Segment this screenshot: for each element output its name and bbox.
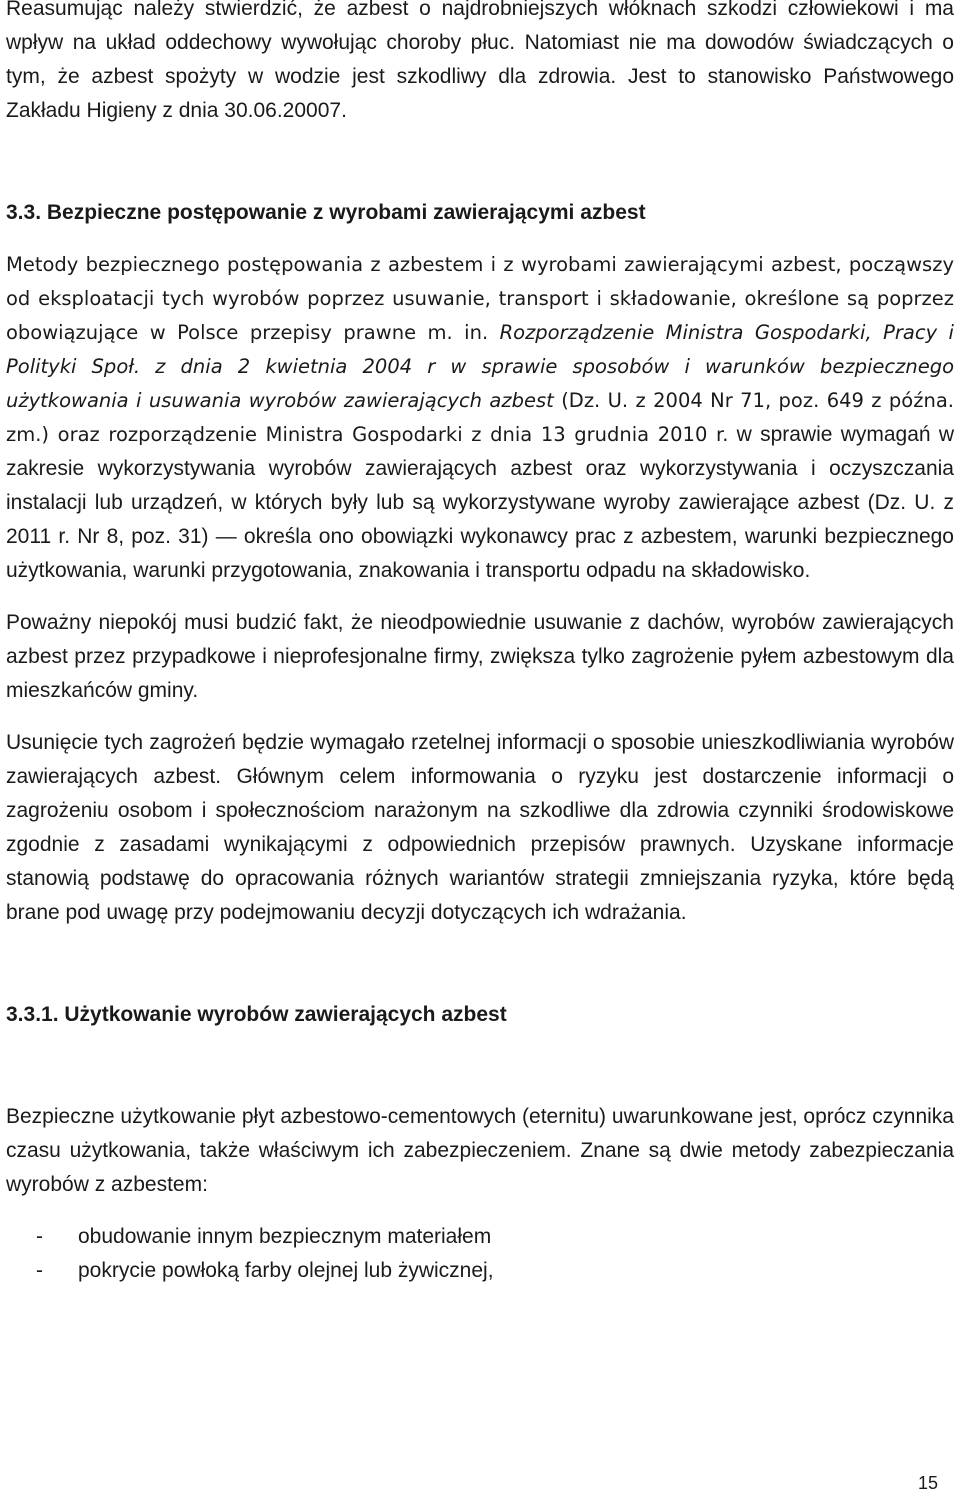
subsection-heading: 3.3.1. Użytkowanie wyrobów zawierających azbest — [6, 1003, 507, 1026]
methods-text: Metody bezpiecznego postępowania z azbestem i z wyrobami zawierającymi azbest, począwszy od eksploatacji tych wyrobów poprzez usuwanie, transport i składowanie, określone są poprzez obowiązujące w Polsce przepisy prawne m. in. — [6, 253, 954, 344]
methods-paragraph — [6, 248, 954, 588]
spacer — [6, 1032, 954, 1100]
list-dash: - — [36, 1259, 43, 1282]
intro-paragraph: Reasumując należy stwierdzić, że azbest o najdrobniejszych włóknach szkodzi człowiekowi i ma wpływ na układ oddechowy wywołując choroby płuc. Natomiast nie ma dowodów świadczących o tym, że azbest spożyty w wodzie jest szkodliwy dla zdrowia. Jest to stanowisko Państwowego Zakładu Higieny z dnia 30.06.20007. — [6, 0, 954, 122]
removal-paragraph: Usunięcie tych zagrożeń będzie wymagało rzetelnej informacji o sposobie unieszkodliwiania wyrobów zawierających azbest. Głównym celem informowania o ryzyku jest dostarczenie informacji o zagrożeniu osobom i społecznościom narażonym na szkodliwe dla zdrowia czynniki środowiskowe zgodnie z zasadami wynikającymi z odpowiednich przepisów prawnych. Uzyskane informacje stanowią podstawę do opracowania różnych wariantów strategii zmniejszania ryzyka, które będą brane pod uwagę przy podejmowaniu decyzji dotyczących ich wdrażania. — [6, 731, 954, 924]
page-number: 15 — [917, 1473, 938, 1493]
spacer — [6, 128, 954, 196]
concern-paragraph: Poważny niepokój musi budzić fakt, że nieodpowiednie usuwanie z dachów, wyrobów zawierających azbest przez przypadkowe i nieprofesjonalne firmy, zwiększa tylko zagrożenie pyłem azbestowym dla mieszkańców gminy. — [6, 611, 954, 702]
spacer — [6, 930, 954, 998]
regulation-title: Rozporządzenie Ministra Gospodarki, Pracy i Polityki Społ. z dnia 2 kwietnia 2004 r w sprawie sposobów i warunków bezpiecznego użytkowania i usuwania wyrobów zawierających azbest — [6, 321, 954, 412]
section-heading: 3.3. Bezpieczne postępowanie z wyrobami zawierającymi azbest — [6, 201, 646, 224]
list-item-text: pokrycie powłoką farby olejnej lub żywicznej, — [78, 1259, 494, 1282]
document-page — [6, 0, 954, 1288]
spacer — [6, 708, 954, 726]
list-item — [6, 1254, 954, 1288]
usage-paragraph: Bezpieczne użytkowanie płyt azbestowo-cementowych (eternitu) uwarunkowane jest, oprócz czynnika czasu użytkowania, także właściwym ich zabezpieczeniem. Znane są dwie metody zabezpieczania wyrobów z azbestem: — [6, 1105, 954, 1196]
regulation-reference: (Dz. U. z 2004 Nr 71, poz. 649 z późna. zm.) oraz rozporządzenie Ministra Gospodarki z dnia 13 grudnia 2010 r. — [6, 389, 954, 446]
spacer — [6, 1202, 954, 1220]
methods-list — [6, 1220, 954, 1288]
list-item-text: obudowanie innym bezpiecznym materiałem — [78, 1225, 492, 1248]
spacer — [6, 588, 954, 606]
spacer — [6, 230, 954, 248]
list-item — [6, 1220, 954, 1254]
list-dash: - — [36, 1225, 43, 1248]
regulation-scope: w sprawie wymagań w zakresie wykorzystywania wyrobów zawierających azbest oraz wykorzystywania i oczyszczania instalacji lub urządzeń, w których były lub są wykorzystywane wyroby zawierające azbest (Dz. U. z 2011 r. Nr 8, poz. 31) — określa ono obowiązki wykonawcy prac z azbestem, warunki bezpiecznego użytkowania, warunki przygotowania, znakowania i transportu odpadu na składowisko. — [6, 423, 954, 582]
